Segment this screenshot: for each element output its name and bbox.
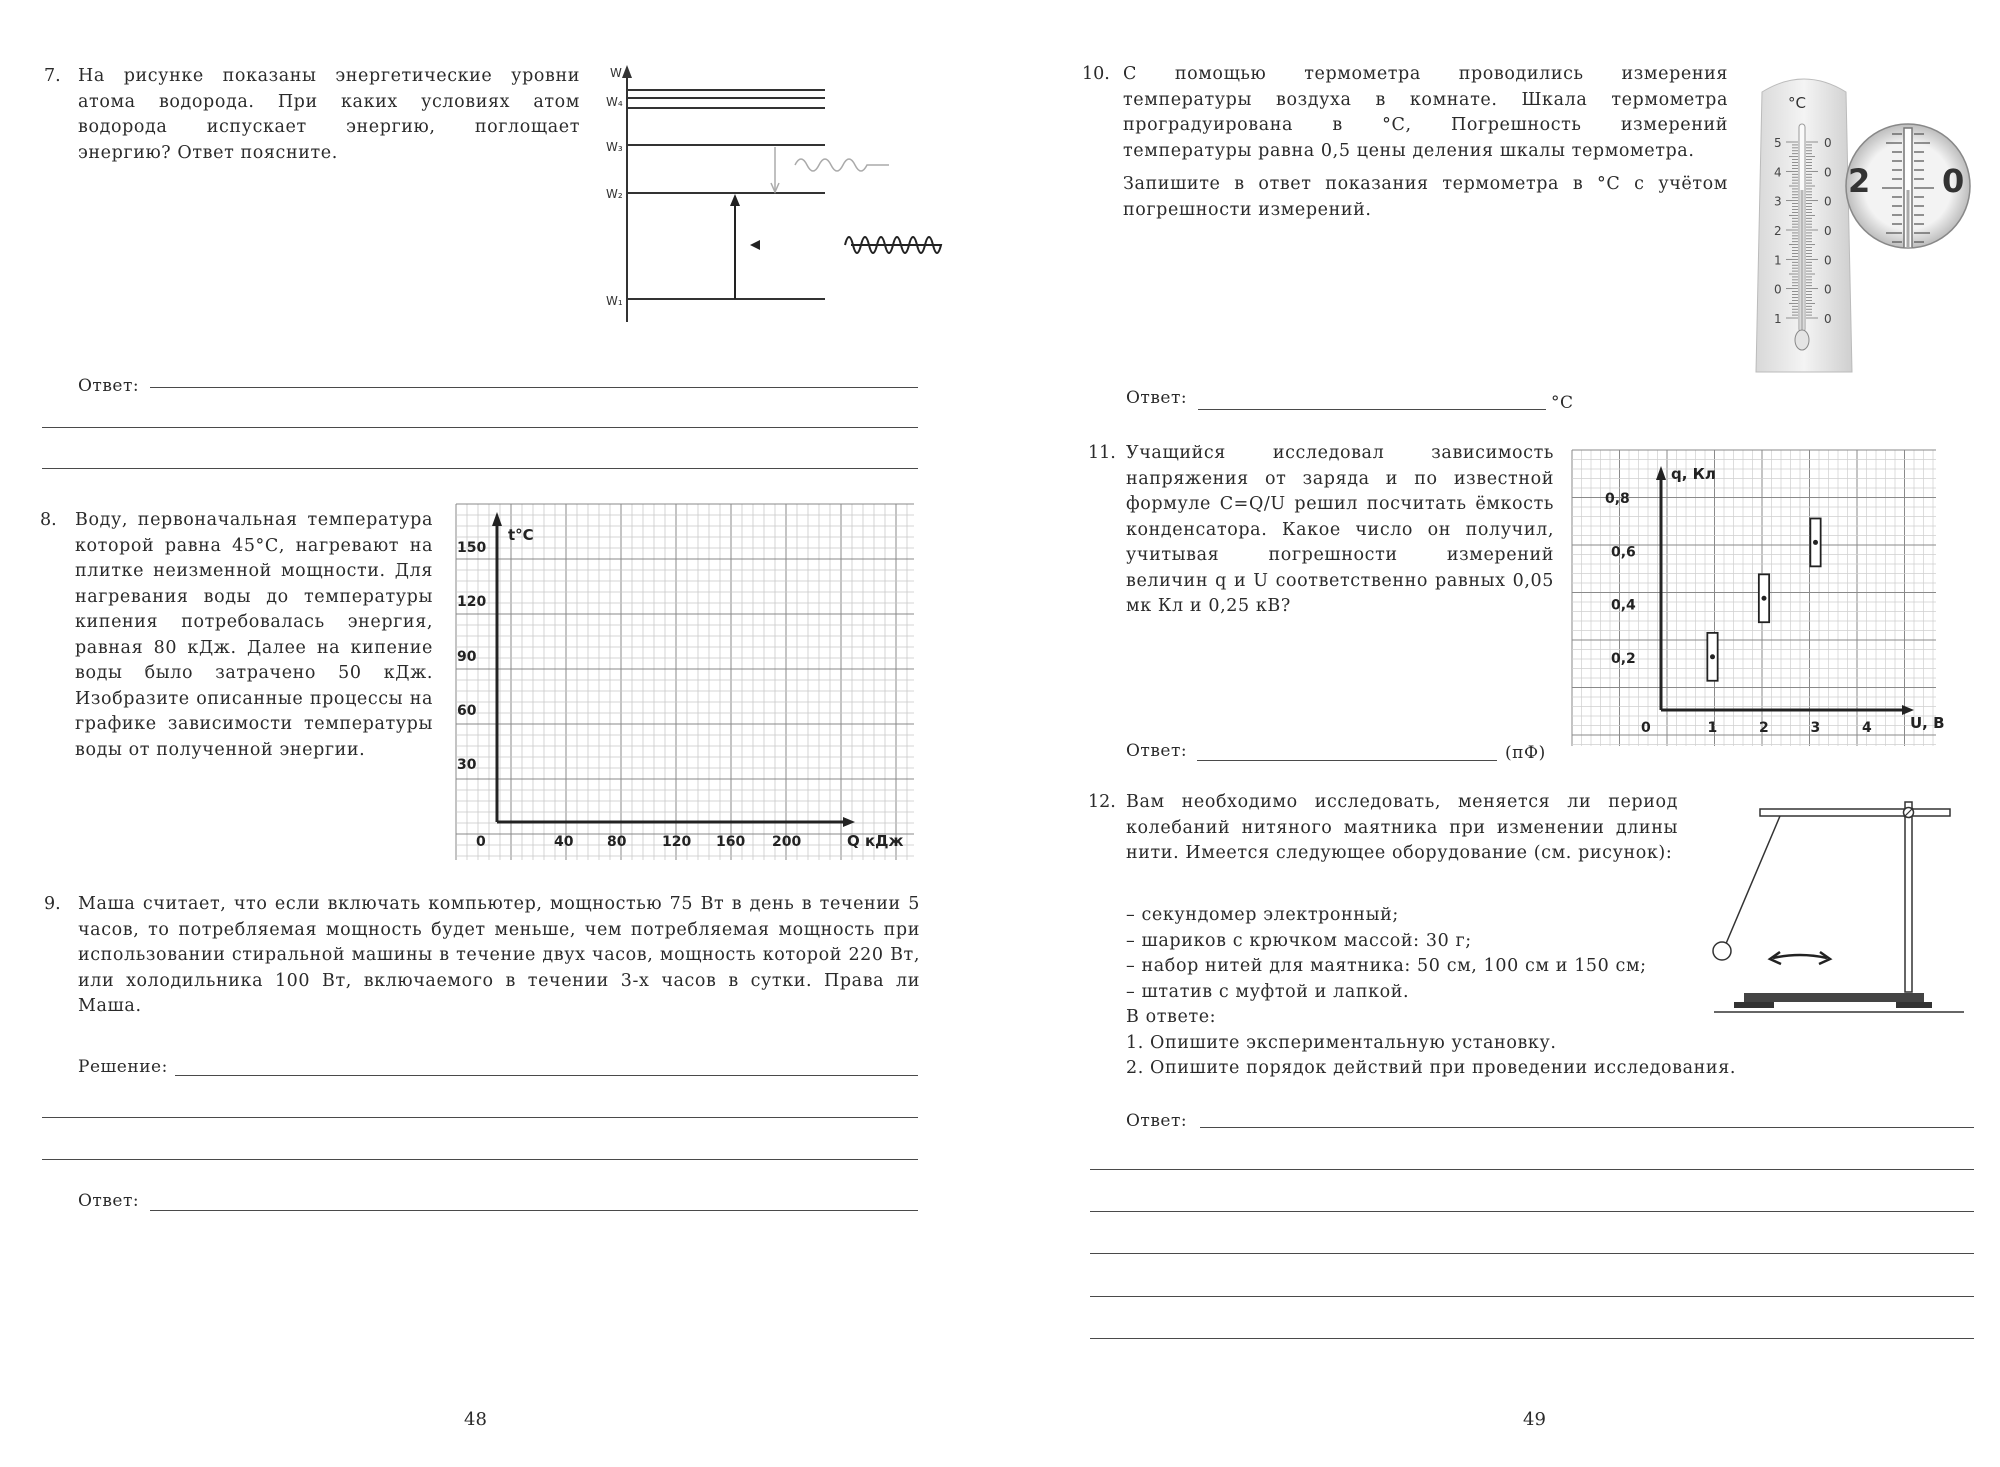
q11-x-tick-label: 2 [1759, 720, 1769, 736]
thermometer-scale-label: 0 [1824, 282, 1832, 297]
level-label-w3: W₃ [606, 140, 623, 154]
absorption-arrow-head-icon [730, 194, 740, 206]
graph-x-tick-label: 0 [476, 834, 486, 850]
pendulum-ball [1713, 942, 1731, 960]
graph-x-tick-label: 80 [607, 834, 627, 850]
level-label-w4: W₄ [606, 95, 623, 109]
q11-data-point [1710, 654, 1715, 659]
equipment-item: – секундомер электронный; [1126, 905, 1399, 925]
in-answer-heading: В ответе: [1126, 1007, 1217, 1027]
pendulum-thread [1725, 816, 1780, 946]
q11-x-label: U, В [1910, 714, 1945, 732]
q7-text: На рисунке показаны энергетические уровни атома водорода. При каких условиях атом водорода испускает энергию, поглощает энергию? Ответ поясните. [78, 66, 580, 163]
thermometer-scale-label: 0 [1824, 224, 1832, 238]
graph-y-tick-label: 60 [457, 703, 477, 719]
q12-equipment-list [1126, 903, 1736, 1082]
q9-solution-line-1[interactable] [175, 1075, 918, 1076]
equipment-item: – шариков с крючком массой: 30 г; [1126, 930, 1472, 951]
energy-level-diagram [600, 62, 930, 324]
q10-answer-unit: °С [1551, 393, 1574, 413]
q11-answer-unit: (пФ) [1505, 743, 1546, 763]
q7-answer-line-3[interactable] [42, 468, 918, 469]
stand-rod [1905, 802, 1912, 992]
q11-data-point [1762, 596, 1767, 601]
q11-chart [1568, 446, 1945, 756]
graph-x-tick-label: 40 [554, 834, 574, 850]
graph-x-tick-label: 120 [662, 834, 692, 850]
q12-answer-label: Ответ: [1126, 1111, 1188, 1131]
page-number-right: 49 [1523, 1409, 1546, 1430]
q11-y-tick-label: 0,2 [1611, 650, 1636, 667]
q12-answer-line-2[interactable] [1090, 1169, 1974, 1170]
graph-grid [456, 504, 914, 860]
q11-number: 11. [1088, 443, 1116, 463]
q8-text: Воду, первоначальная температура которой равна 45°С, нагревают на плитке неизменной мощности. Для нагревания воды до температуры кипения потребовалась энергия, равная 80 кДж. Далее на кипение воды было затрачено 50 кДж. Изобразите описанные процессы на графике зависимости температуры воды от полученной энергии. [75, 510, 433, 760]
q12-answer-line-1[interactable] [1200, 1127, 1974, 1128]
q10-answer-line[interactable] [1198, 409, 1546, 410]
q8-number: 8. [40, 510, 57, 530]
q11-answer-label: Ответ: [1126, 741, 1188, 761]
q11-x-tick-label: 4 [1862, 720, 1872, 736]
stand-arm [1760, 809, 1950, 816]
q7-number: 7. [44, 66, 61, 86]
thermometer-scale-label: 0 [1824, 253, 1832, 268]
q10-answer-label: Ответ: [1126, 388, 1188, 408]
q12-answer-line-5[interactable] [1090, 1296, 1974, 1297]
q9-answer-label: Ответ: [78, 1191, 140, 1211]
task-item: 1. Опишите экспериментальную установку. [1126, 1032, 1557, 1053]
absorbed-photon-wave [845, 237, 941, 253]
q10-text-2: Запишите в ответ показания термометра в °С с учётом погрешности измерений. [1123, 174, 1728, 220]
q12-answer-line-4[interactable] [1090, 1253, 1974, 1254]
q11-answer-line[interactable] [1197, 760, 1497, 761]
graph-y-tick-label: 120 [457, 594, 487, 610]
thermometer-scale-label: 1 [1774, 312, 1782, 326]
thermometer-figure [1752, 72, 1856, 374]
q11-y-tick-label: 0,8 [1605, 491, 1630, 508]
pendulum-figure [1700, 798, 1970, 1024]
emitted-photon-wave [795, 159, 889, 171]
absorbed-photon-arrow-icon [750, 240, 760, 250]
graph-y-tick-label: 150 [457, 540, 487, 556]
q11-x-tick-label: 3 [1810, 720, 1821, 736]
thermometer-scale-label: 0 [1824, 165, 1832, 180]
graph-x-arrow-icon [843, 817, 855, 827]
q7-answer-label: Ответ: [78, 376, 140, 396]
q7-answer-line-2[interactable] [42, 427, 918, 428]
equipment-item: – набор нитей для маятника: 50 см, 100 см и 150 см; [1126, 956, 1647, 976]
q11-data-point [1813, 540, 1818, 545]
temperature-energy-graph[interactable] [452, 500, 924, 872]
q11-y-tick-label: 0,6 [1611, 544, 1636, 561]
q12-intro: Вам необходимо исследовать, меняется ли период колебаний нитяного маятника при изменении длины нити. Имеется следующее оборудование (см. рисунок): [1126, 792, 1678, 863]
level-label-w2: W₂ [606, 187, 623, 201]
thermometer-zoom [1842, 120, 1974, 252]
q12-number: 12. [1088, 792, 1116, 812]
level-label-w: W [610, 66, 622, 80]
q9-text: Маша считает, что если включать компьютер, мощностью 75 Вт в день в течении 5 часов, то потребляемая мощность будет меньше, чем потребляемая мощность при использовании стиральной машины в течение двух часов, мощность которой 220 Вт, или холодильника 100 Вт, включаемого в течении 3-х часов в сутки. Права ли Маша. [78, 894, 920, 1016]
level-label-w1: W₁ [606, 294, 623, 308]
q12-answer-line-6[interactable] [1090, 1338, 1974, 1339]
thermometer-scale-label: 3 [1774, 194, 1782, 209]
thermometer-scale-label: 4 [1774, 165, 1782, 180]
q12-answer-line-3[interactable] [1090, 1211, 1974, 1212]
stand-base [1744, 993, 1924, 1002]
zoom-digit-right: 0 [1942, 162, 1965, 200]
thermometer-scale-label: 0 [1774, 282, 1782, 297]
page-number-left: 48 [464, 1409, 487, 1430]
thermometer-scale-label: 5 [1774, 136, 1782, 150]
graph-y-tick-label: 30 [457, 757, 477, 773]
q10-text-1: С помощью термометра проводились измерения температуры воздуха в комнате. Шкала термометра проградуирована в °С, Погрешность измерений температуры равна 0,5 цены деления шкалы термометра. [1123, 64, 1728, 161]
graph-y-label: t°C [508, 526, 534, 544]
q10-number: 10. [1082, 64, 1110, 84]
graph-x-tick-label: 160 [716, 834, 746, 850]
thermometer-scale-label: 2 [1774, 224, 1782, 238]
thermometer-unit: °С [1788, 94, 1806, 112]
q9-solution-line-2[interactable] [42, 1117, 918, 1118]
thermometer-scale-label: 0 [1824, 136, 1832, 150]
energy-axis-arrow-icon [622, 65, 632, 78]
q11-x-tick-label: 1 [1707, 720, 1718, 736]
graph-y-arrow-icon [492, 512, 502, 526]
graph-x-label: Q кДж [847, 832, 904, 850]
graph-x-tick-label: 200 [772, 834, 802, 850]
q9-solution-line-3[interactable] [42, 1159, 918, 1160]
equipment-item: – штатив с муфтой и лапкой. [1126, 981, 1410, 1002]
q11-y-tick-label: 0,4 [1611, 597, 1636, 614]
thermometer-scale-label: 0 [1824, 194, 1832, 209]
q11-x-tick-label: 0 [1641, 720, 1651, 736]
swing-arrow-icon [1773, 955, 1827, 958]
q7-answer-line-1[interactable] [150, 387, 918, 388]
q9-number: 9. [44, 894, 61, 914]
task-item: 2. Опишите порядок действий при проведении исследования. [1126, 1058, 1736, 1078]
q9-solution-label: Решение: [78, 1057, 168, 1077]
q11-text: Учащийся исследовал зависимость напряжения от заряда и по известной формуле С=Q/U решил посчитать ёмкость конденсатора. Какое число он получил, учитывая погрешности измерений величин q и U соответственно равных 0,05 мк Кл и 0,25 кВ? [1126, 443, 1554, 616]
q11-y-label: q, Кл [1671, 465, 1716, 483]
q9-answer-line[interactable] [150, 1210, 918, 1211]
graph-y-tick-label: 90 [457, 649, 477, 665]
thermometer-scale-label: 1 [1774, 253, 1782, 268]
thermometer-bulb [1795, 330, 1809, 350]
zoom-digit-left: 2 [1848, 162, 1871, 200]
thermometer-scale-label: 0 [1824, 312, 1832, 326]
